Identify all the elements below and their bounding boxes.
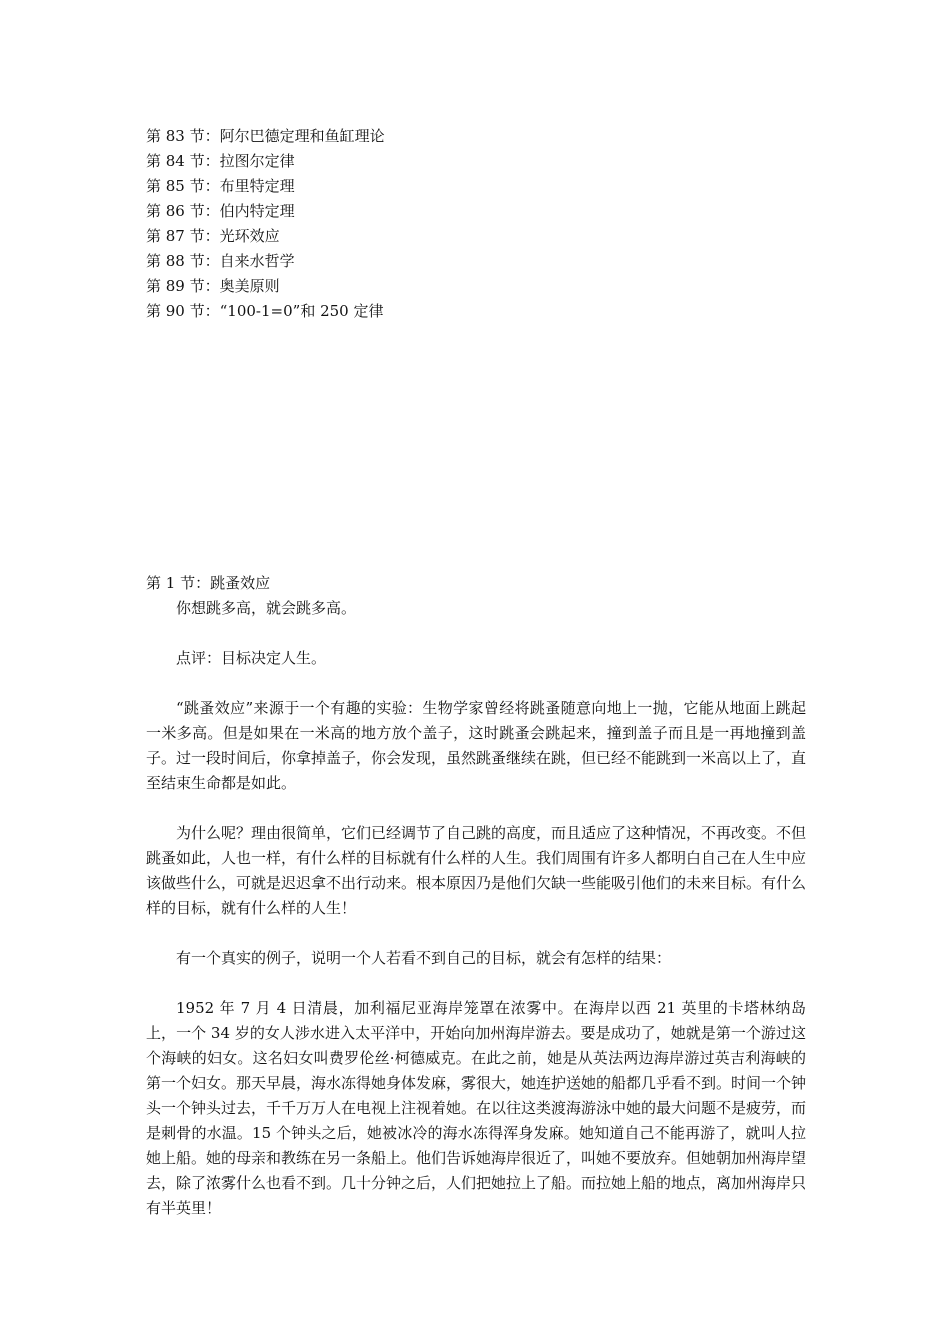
table-of-contents xyxy=(146,124,806,324)
body-paragraph: “跳蚤效应”来源于一个有趣的实验：生物学家曾经将跳蚤随意向地上一抛，它能从地面上跳起一米多高。但是如果在一米高的地方放个盖子，这时跳蚤会跳起来，撞到盖子而且是一再地撞到盖子。过一段时间后，你拿掉盖子，你会发现，虽然跳蚤继续在跳，但已经不能跳到一米高以上了，直至结束生命都是如此。 xyxy=(146,699,807,792)
toc-entry-87: 第 87 节：光环效应 xyxy=(146,227,280,245)
toc-entry-85: 第 85 节：布里特定理 xyxy=(146,177,295,195)
paragraph-gap xyxy=(146,971,806,996)
body-paragraph: 1952 年 7 月 4 日清晨，加利福尼亚海岸笼罩在浓雾中。在海岸以西 21 英里的卡塔林纳岛上，一个 34 岁的女人涉水进入太平洋中，开始向加州海岸游去。要是成功了，她就是第一个游过这个海峡的妇女。这名妇女叫费罗伦丝·柯德威克。在此之前，她是从英法两边海岸游过英吉利海峡的第一个妇女。那天早晨，海水冻得她身体发麻，雾很大，她连护送她的船都几乎看不到。时间一个钟头一个钟头过去，千千万万人在电视上注视着她。在以往这类渡海游泳中她的最大问题不是疲劳，而是刺骨的水温。15 个钟头之后，她被冰冷的海水冻得浑身发麻。她知道自己不能再游了，就叫人拉她上船。她的母亲和教练在另一条船上。他们告诉她海岸很近了，叫她不要放弃。但她朝加州海岸望去，除了浓雾什么也看不到。几十分钟之后，人们把她拉上了船。而拉她上船的地点，离加州海岸只有半英里！ xyxy=(146,999,807,1217)
paragraph-gap xyxy=(146,796,806,821)
toc-entry-90: 第 90 节：“100-1=0”和 250 定律 xyxy=(146,302,384,320)
lead-sentence: 你想跳多高，就会跳多高。 xyxy=(176,599,357,617)
toc-entry-88: 第 88 节：自来水哲学 xyxy=(146,252,295,270)
toc-entry-84: 第 84 节：拉图尔定律 xyxy=(146,152,295,170)
toc-entry-86: 第 86 节：伯内特定理 xyxy=(146,202,295,220)
paragraph-gap xyxy=(146,921,806,946)
section-title: 第 1 节：跳蚤效应 xyxy=(146,574,271,592)
toc-entry-89: 第 89 节：奥美原则 xyxy=(146,277,280,295)
section-content xyxy=(146,571,806,1221)
body-paragraph: 有一个真实的例子，说明一个人若看不到自己的目标，就会有怎样的结果： xyxy=(176,949,672,967)
body-paragraph: 为什么呢？理由很简单，它们已经调节了自己跳的高度，而且适应了这种情况，不再改变。不但跳蚤如此，人也一样，有什么样的目标就有什么样的人生。我们周围有许多人都明白自己在人生中应该做些什么，可就是迟迟拿不出行动来。根本原因乃是他们欠缺一些能吸引他们的未来目标。有什么样的目标，就有什么样的人生！ xyxy=(146,824,807,917)
paragraph-gap xyxy=(146,671,806,696)
toc-entry-83: 第 83 节：阿尔巴德定理和鱼缸理论 xyxy=(146,127,385,145)
paragraph-gap xyxy=(146,621,806,646)
comment-line: 点评：目标决定人生。 xyxy=(176,649,327,667)
